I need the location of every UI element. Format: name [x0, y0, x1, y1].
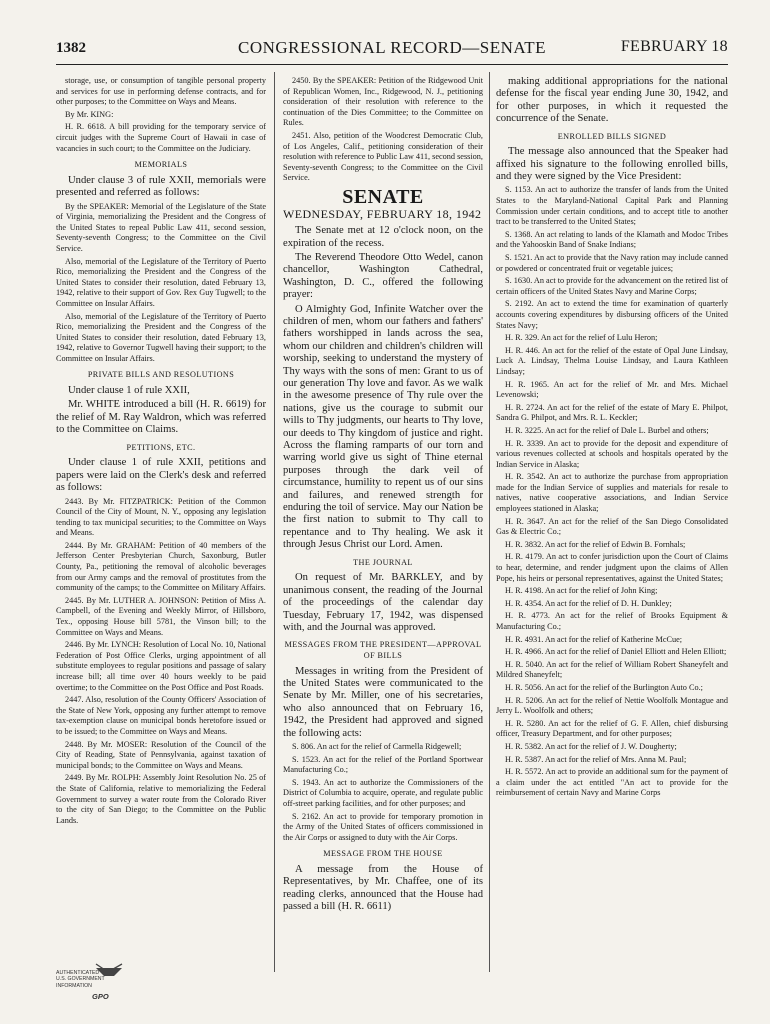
page-title: CONGRESSIONAL RECORD—SENATE [237, 38, 547, 57]
paragraph: H. R. 5382. An act for the relief of J. W. Dougherty; [505, 741, 677, 751]
paragraph: By Mr. KING: [65, 109, 114, 119]
page-number: 1382 [56, 40, 86, 56]
column-left [56, 76, 266, 996]
paragraph: H. R. 3542. An act to authorize the purchase from appropriation made for the Indian Service of supplies and materials for resale to natives, native cooperative associations, and Indian Service employees stationed in Alaska; [496, 472, 728, 514]
paragraph: H. R. 5206. An act for the relief of Nettie Woolfolk Montague and Jerry L. Woolfolk and others; [496, 695, 728, 716]
stamp-text: AUTHENTICATED U.S. GOVERNMENT INFORMATION [56, 970, 105, 989]
paragraph: H. R. 4354. An act for the relief of D. H. Dunkley; [505, 598, 672, 608]
paragraph: 2451. Also, petition of the Woodcrest Democratic Club, of Los Angeles, Calif., petitioning consideration of their resolution with reference to Public Law 411, second session, Seventy-seventh Congress; to the Committee on the Civil Service. [283, 130, 483, 183]
paragraph: Also, memorial of the Legislature of the Territory of Puerto Rico, memorializing the President and the Congress of the United States to consider their resolution, dated February 13, 1942, relative to Governor Tugwell having their support; to the Committee on Insular Affairs. [56, 311, 266, 363]
paragraph: The Senate met at 12 o'clock noon, on the expiration of the recess. [283, 225, 483, 249]
paragraph: 2444. By Mr. GRAHAM: Petition of 40 members of the Jefferson Center Presbyterian Church, Saxonburg, Butler County, Pa., petitioning the removal of alcoholic beverages from our Army camps and the removal of prostitutes from the community of the camps; to the Committee on Military Affairs. [56, 540, 266, 593]
paragraph: H. R. 5056. An act for the relief of the Burlington Auto Co.; [505, 682, 703, 692]
section-heading: PETITIONS, ETC. [126, 442, 196, 452]
paragraph: H. R. 3647. An act for the relief of the San Diego Consolidated Gas & Electric Co.; [496, 516, 728, 537]
paragraph: H. R. 4966. An act for the relief of Daniel Elliott and Helen Elliott; [505, 647, 727, 657]
paragraph: H. R. 3339. An act to provide for the deposit and expenditure of various revenues collected at schools and hospitals operated by the Indian Service in Alaska; [496, 438, 728, 469]
paragraph: 2450. By the SPEAKER: Petition of the Ridgewood Unit of Republican Women, Inc., Ridgewood, N. J., petitioning consideration of their resolution with reference to the continuation of the Dies Committee; to the Committee on Rules. [283, 76, 483, 128]
column-divider [489, 72, 490, 972]
section-heading: ENROLLED BILLS SIGNED [557, 131, 667, 141]
section-heading: MESSAGES FROM THE PRESIDENT—APPROVAL OF BILLS [284, 640, 482, 660]
paragraph: On request of Mr. BARKLEY, and by unanimous consent, the reading of the Journal of the proceedings of the calendar day Tuesday, February 17, 1942, was dispensed with, and the Journal was approved. [283, 572, 483, 633]
column-middle [283, 76, 483, 996]
paragraph: The message also announced that the Speaker had affixed his signature to the following enrolled bills, and they were signed by the Vice President: [496, 146, 728, 183]
paragraph: H. R. 6618. A bill providing for the temporary service of circuit judges with the Supreme Court of Hawaii in case of vacancies in such court; to the Committee on the Judiciary. [56, 122, 266, 153]
paragraph: The Reverend Theodore Otto Wedel, canon chancellor, Washington Cathedral, Washington, D. C., offered the following prayer: [283, 251, 483, 301]
column-right [496, 76, 728, 996]
section-title: SENATE [342, 185, 424, 208]
paragraph: H. R. 3225. An act for the relief of Dale L. Burbel and others; [505, 425, 709, 435]
paragraph: Under clause 1 of rule XXII, petitions and papers were laid on the Clerk's desk and referred as follows: [56, 457, 266, 494]
paragraph: Under clause 1 of rule XXII, [68, 385, 190, 397]
paragraph: H. R. 5040. An act for the relief of William Robert Shaneyfelt and Mildred Shaneyfelt; [496, 659, 728, 680]
paragraph: S. 1630. An act to provide for the advancement on the retired list of certain officers of the United States Navy and Marine Corps; [496, 276, 728, 296]
paragraph: H. R. 329. An act for the relief of Lulu Heron; [505, 333, 658, 343]
page-date: FEBRUARY 18 [620, 38, 728, 55]
paragraph: S. 2192. An act to extend the time for examination of quarterly accounts covering expenditures by disbursing officers of the United States Navy; [496, 299, 728, 330]
paragraph: making additional appropriations for the national defense for the fiscal year ending June 30, 1942, and for other purposes, in which it requested the concurrence of the Senate. [496, 76, 728, 125]
paragraph: H. R. 4931. An act for the relief of Katherine McCue; [505, 634, 683, 644]
paragraph: 2448. By Mr. MOSER: Resolution of the Council of the City of Reading, State of Pennsylvania, against taxation of municipal bonds; to the Committee on Ways and Means. [56, 739, 266, 770]
paragraph: 2447. Also, resolution of the County Officers' Association of the State of New York, opposing any further attempt to remove tax-exemption clause on municipal bonds heretofore issued or to be issued; to the Committee on Ways and Means. [56, 695, 266, 736]
paragraph: Also, memorial of the Legislature of the Territory of Puerto Rico, memorializing the President and the Congress of the United States to consider their resolution, dated February 13, 1942, relative to their support of Gov. Rex Guy Tugwell; to the Committee on Insular Affairs. [56, 256, 266, 308]
paragraph: A message from the House of Representatives, by Mr. Chaffee, one of its reading clerks, announced that the House had passed a bill (H. R. 6611) [283, 863, 483, 913]
paragraph: H. R. 1965. An act for the relief of Mr. and Mrs. Michael Levenowski; [496, 379, 728, 400]
paragraph: H. R. 5387. An act for the relief of Mrs. Anna M. Paul; [505, 754, 687, 764]
paragraph: By the SPEAKER: Memorial of the Legislature of the State of Virginia, memorializing the President and the Congress of the United States to repeal Public Law 411, second session, Seventy-seventh Congress; to the Committee on the Civil Service. [56, 201, 266, 253]
paragraph: H. R. 4179. An act to confer jurisdiction upon the Court of Claims to hear, determine, and render judgment upon the claims of Allen Pope, his heirs or personal representatives, against the United States; [496, 552, 728, 583]
page-header [56, 38, 728, 65]
paragraph: H. R. 4773. An act for the relief of Brooks Equipment & Manufacturing Co.; [496, 611, 728, 631]
paragraph: 2443. By Mr. FITZPATRICK: Petition of the Common Council of the City of Mount, N. Y., opposing any legislation tending to tax municipal securities; to the Committee on Ways and Means. [56, 496, 266, 538]
section-heading: THE JOURNAL [353, 557, 413, 567]
paragraph: Mr. WHITE introduced a bill (H. R. 6619) for the relief of M. Ray Waldron, which was referred to the Committee on Claims. [56, 399, 266, 436]
gpo-authenticated-stamp [56, 962, 176, 1010]
section-heading: MESSAGE FROM THE HOUSE [323, 849, 443, 859]
gpo-mark: GPO [92, 992, 109, 1001]
paragraph: S. 1521. An act to provide that the Navy ration may include canned or powdered or concentrated fruit or vegetable juices; [496, 253, 728, 273]
column-divider [274, 72, 275, 972]
paragraph: H. R. 3832. An act for the relief of Edwin B. Fornhals; [505, 539, 686, 549]
paragraph: S. 1523. An act for the relief of the Portland Sportwear Manufacturing Co.; [283, 754, 483, 775]
paragraph: 2446. By Mr. LYNCH: Resolution of Local No. 10, National Federation of Post Office Clerks, urging appointment of all substitute employees to regular positions and passage of salary increase bill; all time over 40 hours weekly to be paid overtime; to the Committee on the Post Office and Post Roads. [56, 640, 266, 692]
paragraph: H. R. 2724. An act for the relief of the estate of Mary E. Philpot, Sandra G. Philpot, and Mrs. R. L. Keckler; [496, 402, 728, 423]
session-date: WEDNESDAY, FEBRUARY 18, 1942 [283, 206, 482, 221]
paragraph: H. R. 5280. An act for the relief of G. F. Allen, chief disbursing officer, Treasury Department, and for other purposes; [496, 718, 728, 739]
paragraph: H. R. 5572. An act to provide an additional sum for the payment of a claim under the act entitled "An act to provide for the reimbursement of certain Navy and Marine Corps [496, 767, 728, 798]
paragraph: S. 2162. An act to provide for temporary promotion in the Army of the United States of officers commissioned in the Air Corps or assigned to duty with the Air Corps. [283, 811, 483, 842]
paragraph: H. R. 446. An act for the relief of the estate of Opal June Lindsay, Luck A. Lindsay, Thelma Louise Lindsay, and Laura Kathleen Lindsay; [496, 345, 728, 376]
paragraph: Under clause 3 of rule XXII, memorials were presented and referred as follows: [56, 174, 266, 199]
paragraph: S. 1153. An act to authorize the transfer of lands from the United States to the Maryland-National Capital Park and Planning Commission under certain conditions, and to accept title to another tract to be transferred to the United States; [496, 185, 728, 227]
paragraph: storage, use, or consumption of tangible personal property and services for use in performing defense contracts, and for other purposes; to the Committee on Ways and Means. [56, 76, 266, 107]
paragraph: S. 1943. An act to authorize the Commissioners of the District of Columbia to acquire, operate, and regulate public off-street parking facilities, and for other purposes; and [283, 777, 483, 808]
paragraph: 2449. By Mr. ROLPH: Assembly Joint Resolution No. 25 of the State of California, relative to memorializing the Federal Government to survey a water route from the Colorado River to the city of San Diego; to the Committee on the Public Lands. [56, 773, 266, 825]
paragraph: O Almighty God, Infinite Watcher over the children of men, whom our fathers and fathers' fathers worshipped in lands across the sea, whom our children and children's children will worship, seeking to understand the mystery of Thy ways with the sons of men: Grant to us of our generation Thy love and favor. As we walk in the awesome presence of Thy rule over the nations, give us the courage to submit our wills to Thy judgments, our hearts to Thy love, our deeds to Thy kingdom of justice and right. Across the flaming ramparts of our torn and warring world give us sight of Thine eternal purposes through the dark veil of circumstance, humility to repent us of our sins and failures, and renewed strength for enduring the toil of service. May our Nation be the first nation to submit to Thy call to repentance and to Thy healing. We ask it through Jesus Christ our Lord. Amen. [283, 303, 483, 551]
section-heading: MEMORIALS [134, 160, 188, 170]
paragraph: S. 1368. An act relating to lands of the Klamath and Modoc Tribes and the Yahooskin Band of Snake Indians; [496, 229, 728, 250]
section-heading: PRIVATE BILLS AND RESOLUTIONS [87, 370, 235, 380]
paragraph: S. 806. An act for the relief of Carmella Ridgewell; [292, 741, 462, 751]
paragraph: H. R. 4198. An act for the relief of John King; [505, 586, 658, 596]
paragraph: 2445. By Mr. LUTHER A. JOHNSON: Petition of Miss A. Campbell, of the Evening and Weekly Mirror, of Hillsboro, Tex., opposing House bill 5781, the Vinson bill; to the Committee on Ways and Means. [56, 595, 266, 637]
paragraph: Messages in writing from the President of the United States were communicated to the Senate by Mr. Miller, one of his secretaries, who also announced that on February 16, 1942, the President had approved and signed the following acts: [283, 665, 483, 739]
